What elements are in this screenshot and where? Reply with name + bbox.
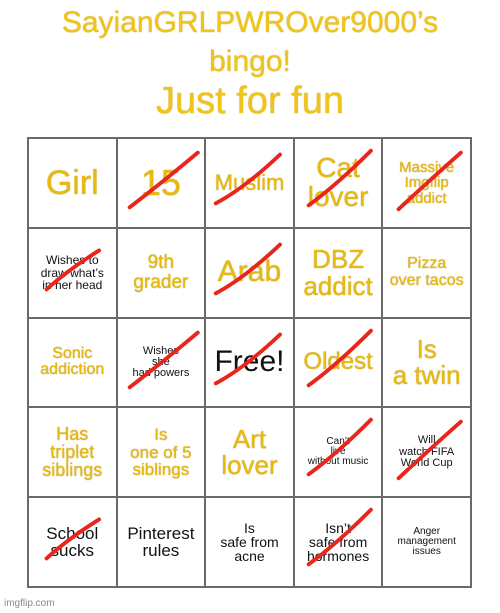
- bingo-cell-label: School sucks: [46, 523, 99, 561]
- bingo-cell[interactable]: [117, 228, 206, 318]
- bingo-cell[interactable]: [382, 318, 471, 408]
- bingo-cell-label: DBZ addict: [303, 244, 373, 301]
- bingo-cell-label: Cat lover: [307, 152, 369, 212]
- bingo-cell[interactable]: [28, 228, 117, 318]
- bingo-cell[interactable]: [294, 138, 383, 228]
- bingo-cell-label: Muslim: [214, 169, 285, 195]
- bingo-cell-label: Is safe from acne: [220, 519, 279, 565]
- bingo-cell-label: Girl: [45, 163, 99, 202]
- bingo-cell-label: Wishes to draw what’s in her head: [40, 253, 104, 292]
- bingo-cell-label: Massive Imgflip addict: [399, 158, 455, 207]
- bingo-cell-label: Is one of 5 siblings: [130, 425, 192, 479]
- bingo-cell-label: Free!: [214, 345, 285, 379]
- bingo-cell-label: Art lover: [221, 423, 278, 481]
- bingo-cell[interactable]: [205, 138, 294, 228]
- bingo-cell[interactable]: [382, 407, 471, 497]
- bingo-cell[interactable]: [28, 318, 117, 408]
- bingo-cell-label: Anger management issues: [397, 525, 456, 558]
- bingo-cell[interactable]: [117, 497, 206, 587]
- bingo-cell[interactable]: [205, 228, 294, 318]
- bingo-cell-label: Isn’t safe from hormones: [306, 519, 370, 565]
- bingo-subtitle: Just for fun: [156, 80, 344, 122]
- bingo-cell-label: Arab: [217, 255, 282, 289]
- bingo-cell-label: Can’t live without music: [307, 436, 369, 468]
- bingo-cell-label: Pinterest rules: [127, 523, 195, 561]
- bingo-title-owner: SayianGRLPWROver9000’s: [61, 6, 439, 39]
- bingo-cell[interactable]: [205, 407, 294, 497]
- bingo-cell-label: Wishes she had powers: [132, 344, 190, 380]
- bingo-cell[interactable]: [294, 497, 383, 587]
- bingo-cell[interactable]: [28, 497, 117, 587]
- bingo-cell-label: 15: [140, 161, 181, 203]
- bingo-cell[interactable]: [294, 407, 383, 497]
- bingo-cell-label: Has triplet siblings: [42, 423, 103, 481]
- bingo-cell[interactable]: [28, 138, 117, 228]
- bingo-cell[interactable]: [205, 318, 294, 408]
- bingo-cell-label: Is a twin: [392, 333, 461, 391]
- bingo-grid: [27, 137, 472, 588]
- bingo-cell-label: 9th grader: [133, 252, 189, 293]
- bingo-cell-label: Oldest: [303, 348, 373, 376]
- bingo-cell[interactable]: [117, 407, 206, 497]
- bingo-cell[interactable]: [294, 318, 383, 408]
- bingo-cell[interactable]: [28, 407, 117, 497]
- bingo-cell-label: Pizza over tacos: [389, 255, 464, 289]
- bingo-cell[interactable]: [205, 497, 294, 587]
- imgflip-watermark: imgflip.com: [4, 598, 55, 609]
- bingo-cell-label: Will watch FIFA World Cup: [399, 434, 455, 469]
- bingo-title-word: bingo!: [209, 45, 291, 78]
- bingo-cell[interactable]: [117, 318, 206, 408]
- bingo-cell[interactable]: [294, 228, 383, 318]
- bingo-cell[interactable]: [382, 497, 471, 587]
- bingo-cell-label: Sonic addiction: [40, 345, 105, 379]
- bingo-cell[interactable]: [117, 138, 206, 228]
- bingo-cell[interactable]: [382, 228, 471, 318]
- bingo-cell[interactable]: [382, 138, 471, 228]
